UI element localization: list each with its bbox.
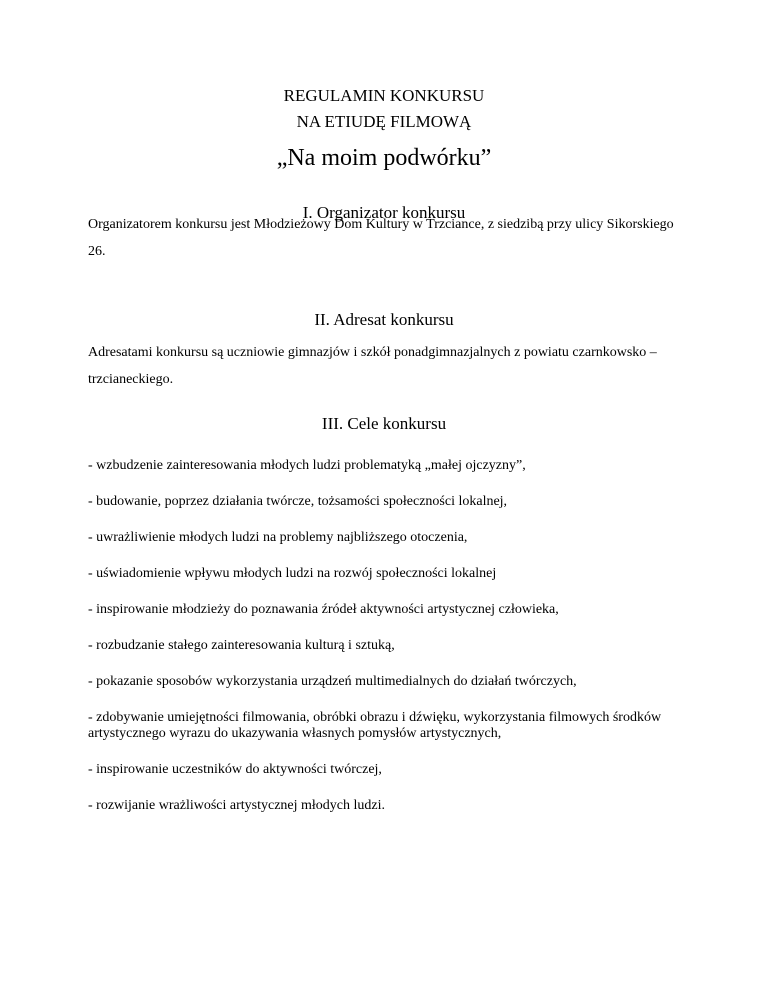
section-3-heading: III. Cele konkursu: [321, 414, 447, 433]
goal-item: - budowanie, poprzez działania twórcze, tożsamości społeczności lokalnej,: [88, 494, 508, 509]
goal-item: - rozwijanie wrażliwości artystycznej młodych ludzi.: [88, 798, 386, 813]
goal-item: - inspirowanie uczestników do aktywności twórczej,: [88, 762, 382, 777]
goal-item: - zdobywanie umiejętności filmowania, obróbki obrazu i dźwięku, wykorzystania filmowych środków artystycznego wyrazu do ukazywania własnych pomysłów artystycznych,: [88, 710, 662, 741]
section-1-text: Organizatorem konkursu jest Młodzieżowy Dom Kultury w Trzciance, z siedzibą przy ulicy Sikorskiego 26.: [88, 217, 674, 259]
goal-item: - wzbudzenie zainteresowania młodych ludzi problematyką „małej ojczyzny”,: [88, 458, 526, 473]
document-title-line-1: REGULAMIN KONKURSU: [283, 86, 485, 105]
goal-item: - uwrażliwienie młodych ludzi na problemy najbliższego otoczenia,: [88, 530, 468, 545]
goal-item: - rozbudzanie stałego zainteresowania kulturą i sztuką,: [88, 638, 395, 653]
document-title-line-2: NA ETIUDĘ FILMOWĄ: [296, 112, 472, 131]
section-2-text: Adresatami konkursu są uczniowie gimnazjów i szkół ponadgimnazjalnych z powiatu czarnkowsko – trzcianeckiego.: [88, 345, 657, 387]
goals-list: [88, 458, 728, 834]
goal-item: - pokazanie sposobów wykorzystania urządzeń multimedialnych do działań twórczych,: [88, 674, 577, 689]
section-1-heading: I. Organizator konkursu: [302, 203, 466, 222]
contest-name: „Na moim podwórku”: [276, 145, 492, 171]
goal-item: - inspirowanie młodzieży do poznawania źródeł aktywności artystycznej człowieka,: [88, 602, 559, 617]
section-2-heading: II. Adresat konkursu: [314, 310, 454, 329]
goal-item: - uświadomienie wpływu młodych ludzi na rozwój społeczności lokalnej: [88, 566, 497, 581]
